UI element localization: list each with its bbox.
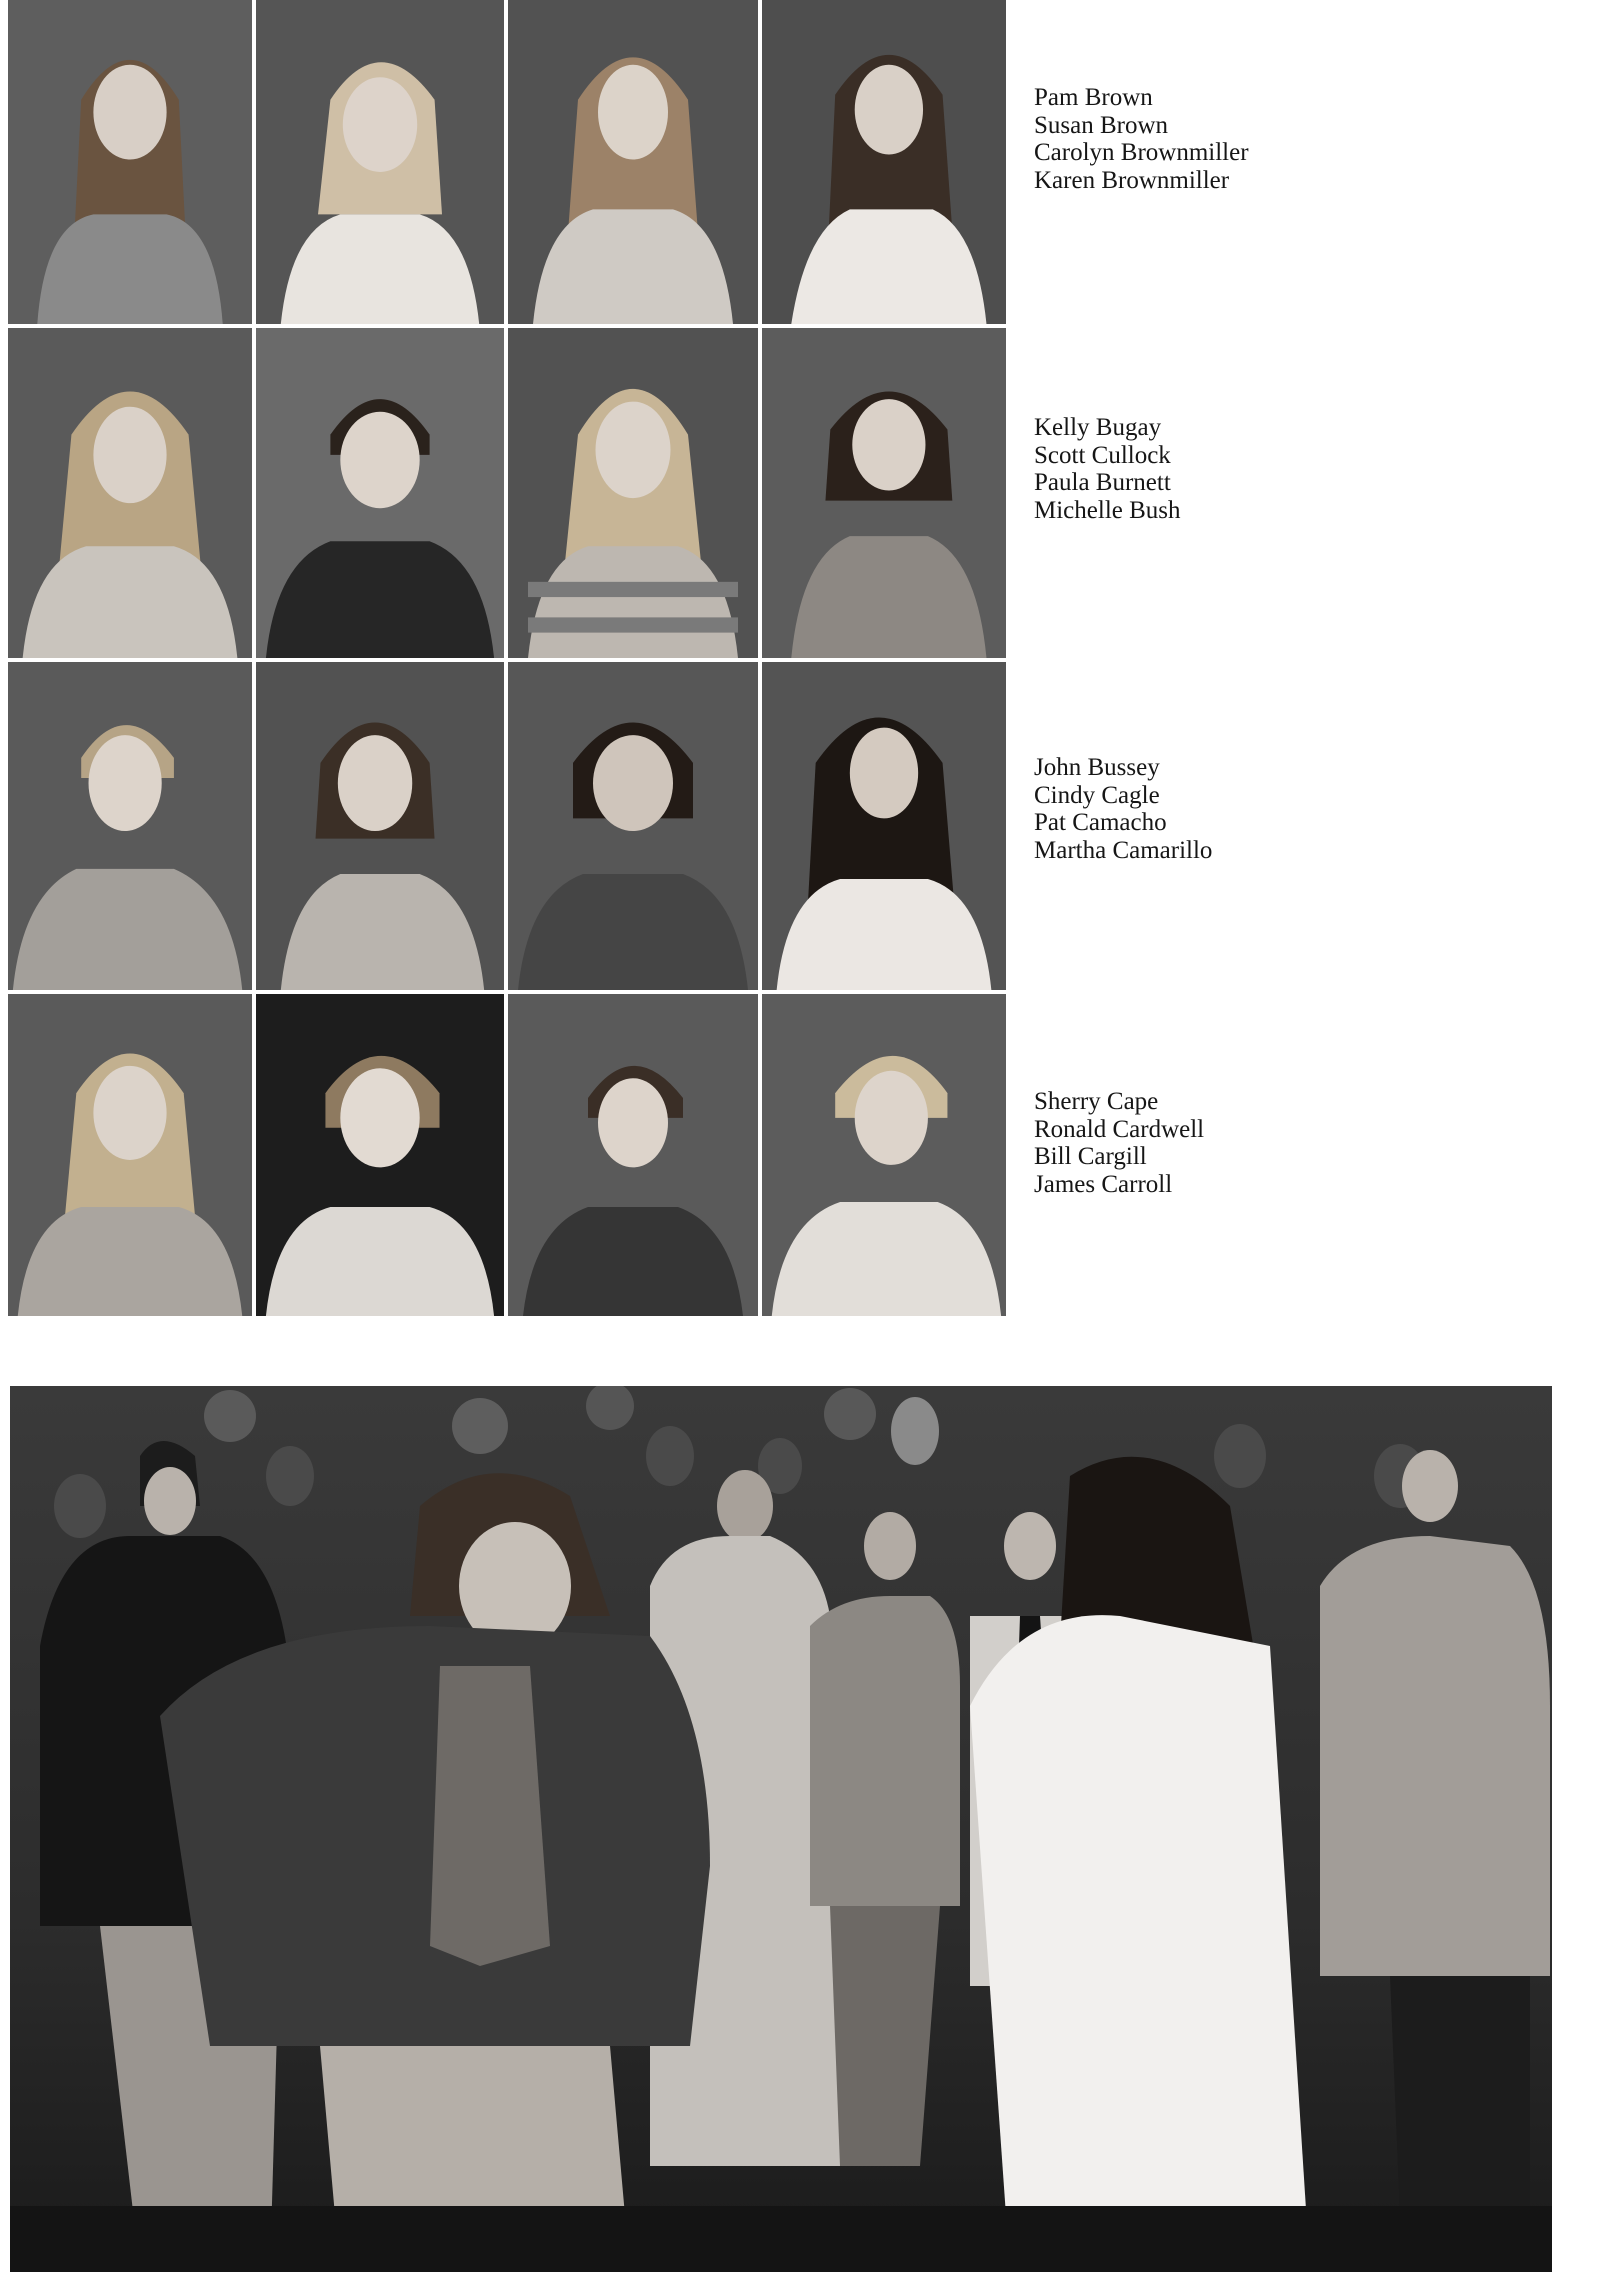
portrait-cindy-cagle [256,662,504,990]
portrait-michelle-bush [762,328,1006,658]
student-name: Martha Camarillo [1034,836,1213,864]
portrait-bill-cargill [508,994,758,1316]
name-caption-row-3 [1034,754,1434,864]
portrait-james-carroll [762,994,1006,1316]
student-name: Karen Brownmiller [1034,166,1230,194]
student-name: Scott Cullock [1034,441,1171,469]
student-name: Bill Cargill [1034,1143,1147,1170]
portrait-sherry-cape [8,994,252,1316]
portrait-ronald-cardwell [256,994,504,1316]
name-caption-row-1 [1034,84,1434,194]
dance-candid-photo [10,1386,1552,2272]
portrait-pam-brown [8,0,252,324]
portrait-karen-brownmiller [762,0,1006,324]
student-name: Ronald Cardwell [1034,1115,1205,1143]
student-name: Cindy Cagle [1034,781,1160,809]
portrait-john-bussey [8,662,252,990]
portrait-grid [8,0,1000,1318]
student-name: Carolyn Brownmiller [1034,139,1249,166]
student-name: John Bussey [1034,754,1160,781]
student-name: Susan Brown [1034,111,1169,139]
name-caption-row-2 [1034,414,1434,524]
portrait-carolyn-brownmiller [508,0,758,324]
name-caption-row-4 [1034,1088,1434,1198]
portrait-paula-burnett [508,328,758,658]
portrait-pat-camacho [508,662,758,990]
portrait-kelly-bugay [8,328,252,658]
student-name: Pat Camacho [1034,809,1167,836]
portrait-susan-brown [256,0,504,324]
student-name: Michelle Bush [1034,496,1181,524]
student-name: James Carroll [1034,1170,1173,1198]
portrait-martha-camarillo [762,662,1006,990]
student-name: Sherry Cape [1034,1088,1159,1115]
portrait-scott-cullock [256,328,504,658]
student-name: Kelly Bugay [1034,414,1162,441]
student-name: Paula Burnett [1034,469,1171,496]
student-name: Pam Brown [1034,84,1153,111]
